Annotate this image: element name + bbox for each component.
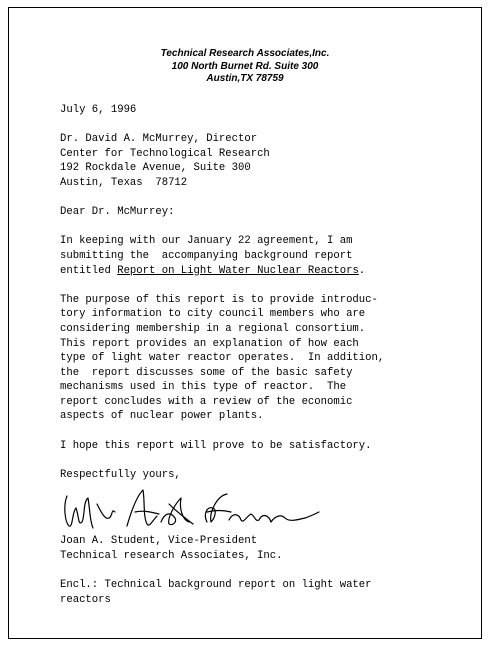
paragraph-1 — [60, 234, 430, 278]
signer-block — [60, 534, 430, 563]
recipient-address — [60, 132, 430, 190]
paragraph-text: entitled — [60, 264, 118, 277]
salutation: Dear Dr. McMurrey: — [60, 206, 175, 219]
signer-name: Joan A. Student, Vice-President — [60, 535, 258, 548]
enclosure-note — [60, 578, 430, 607]
closing: Respectfully yours, — [60, 468, 181, 481]
letter-body — [60, 103, 430, 607]
paragraph-line: report concludes with a review of the economic — [60, 395, 353, 408]
handwritten-signature — [57, 482, 327, 534]
letter-page — [8, 7, 482, 639]
letter-date: July 6, 1996 — [60, 104, 137, 116]
company-city: Austin,TX 78759 — [206, 73, 284, 84]
company-name: Technical Research Associates,Inc. — [160, 48, 330, 59]
signer-company: Technical research Associates, Inc. — [60, 550, 283, 563]
recipient-line: Dr. David A. McMurrey, Director — [60, 133, 258, 146]
enclosure-line: Encl.: Technical background report on light water — [60, 579, 372, 592]
recipient-line: Austin, Texas 78712 — [60, 176, 188, 189]
paragraph-line: In keeping with our January 22 agreement, I am — [60, 235, 353, 248]
paragraph-line: submitting the accompanying background report — [60, 249, 353, 262]
company-street: 100 North Burnet Rd. Suite 300 — [171, 60, 319, 72]
paragraph-line: the report discusses some of the basic safety — [60, 366, 353, 379]
paragraph-line: aspects of nuclear power plants. — [60, 410, 264, 423]
recipient-line: Center for Technological Research — [60, 147, 270, 160]
paragraph-line: considering membership in a regional consortium. — [60, 322, 366, 335]
paragraph-line: The purpose of this report is to provide introduc- — [60, 293, 378, 306]
paragraph-line: type of light water reactor operates. In addition, — [60, 352, 385, 365]
recipient-line: 192 Rockdale Avenue, Suite 300 — [60, 162, 251, 175]
paragraph-line: mechanisms used in this type of reactor. The — [60, 381, 347, 394]
paragraph-text: . — [358, 264, 366, 277]
paragraph-2 — [60, 293, 430, 424]
letterhead — [9, 48, 481, 86]
paragraph-line — [60, 264, 430, 279]
report-title: Report on Light Water Nuclear Reactors — [117, 264, 359, 277]
paragraph-line: This report provides an explanation of how each — [60, 337, 359, 350]
paragraph-line: tory information to city council members who are — [60, 308, 366, 321]
enclosure-line: reactors — [60, 593, 111, 606]
paragraph-3: I hope this report will prove to be satisfactory. — [60, 439, 372, 452]
